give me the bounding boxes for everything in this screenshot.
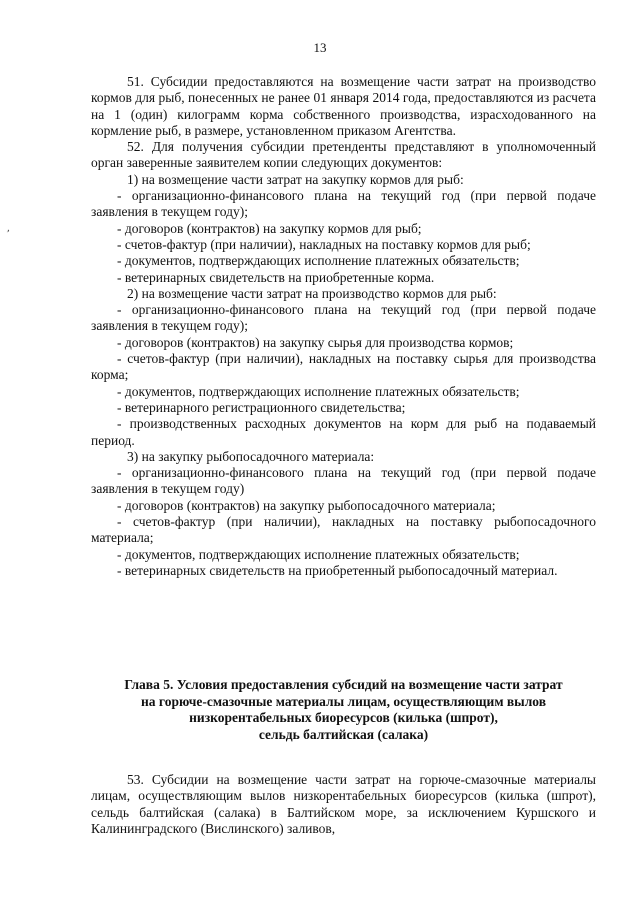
- paragraph: 52. Для получения субсидии претенденты представляют в уполномоченный орган заверенные заявителем копии следующих документов:: [91, 139, 596, 171]
- paragraph: 51. Субсидии предоставляются на возмещение части затрат на производство кормов для рыб, понесенных не ранее 01 января 2014 года, предоставляются из расчета на 1 (один) килограмм корма собственного производства, израсходованного на кормление рыб, в размере, установленном приказом Агентства.: [91, 74, 596, 138]
- paragraph: - договоров (контрактов) на закупку кормов для рыб;: [117, 220, 422, 236]
- heading-line: на горюче-смазочные материалы лицам, осуществляющим вылов: [141, 693, 546, 709]
- paragraph: - ветеринарного регистрационного свидетельства;: [117, 399, 406, 415]
- chapter-heading: [91, 677, 596, 743]
- body-text-continued: [91, 772, 596, 837]
- paragraph: - организационно-финансового плана на текущий год (при первой подаче заявления в текущем году): [91, 465, 596, 497]
- paragraph: 3) на закупку рыбопосадочного материала:: [127, 448, 375, 464]
- heading-line: низкорентабельных биоресурсов (килька (шпрот),: [189, 710, 498, 725]
- paragraph: - ветеринарных свидетельств на приобретенные корма.: [117, 269, 435, 285]
- paragraph: - ветеринарных свидетельств на приобретенный рыбопосадочный материал.: [117, 562, 558, 578]
- paragraph: - производственных расходных документов на корм для рыб на подаваемый период.: [91, 416, 596, 448]
- paragraph: - счетов-фактур (при наличии), накладных на поставку рыбопосадочного материала;: [91, 514, 596, 546]
- heading-line: Глава 5. Условия предоставления субсидий на возмещение части затрат: [124, 677, 563, 692]
- paragraph: - организационно-финансового плана на текущий год (при первой подаче заявления в текущем году);: [91, 188, 596, 220]
- paragraph: - документов, подтверждающих исполнение платежных обязательств;: [117, 383, 520, 399]
- margin-mark: ,: [6, 221, 13, 235]
- paragraph: 2) на возмещение части затрат на производство кормов для рыб:: [127, 285, 497, 301]
- paragraph: 1) на возмещение части затрат на закупку кормов для рыб:: [127, 171, 464, 187]
- paragraph: - документов, подтверждающих исполнение платежных обязательств;: [117, 546, 520, 562]
- heading-line: сельдь балтийская (салака): [258, 726, 429, 742]
- paragraph: - счетов-фактур (при наличии), накладных на поставку кормов для рыб;: [117, 236, 531, 252]
- paragraph: - счетов-фактур (при наличии), накладных на поставку сырья для производства корма;: [91, 351, 596, 383]
- paragraph: - договоров (контрактов) на закупку сырья для производства кормов;: [117, 334, 514, 350]
- paragraph: - документов, подтверждающих исполнение платежных обязательств;: [117, 253, 520, 269]
- paragraph: - организационно-финансового плана на текущий год (при первой подаче заявления в текущем году);: [91, 302, 596, 334]
- page-number: 13: [313, 40, 327, 55]
- body-text: [91, 74, 596, 579]
- paragraph-53: 53. Субсидии на возмещение части затрат на горюче-смазочные материалы лицам, осуществляющим вылов низкорентабельных биоресурсов (килька (шпрот), сельдь балтийская (салака) в Балтийском море, за исключением Куршского и Калининградского (Вислинского) заливов,: [91, 772, 596, 836]
- paragraph: - договоров (контрактов) на закупку рыбопосадочного материала;: [117, 497, 496, 513]
